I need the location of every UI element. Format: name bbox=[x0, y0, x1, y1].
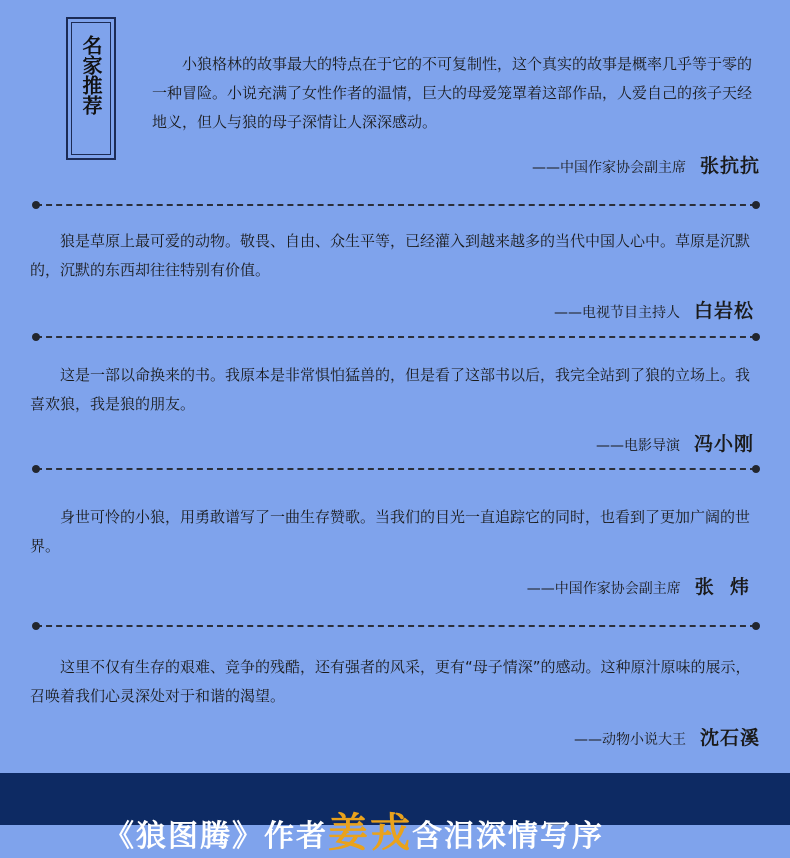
recommender-name: 张抗抗 bbox=[699, 155, 760, 177]
section-divider bbox=[32, 622, 760, 630]
section-title-box bbox=[66, 17, 116, 160]
section-divider bbox=[32, 465, 760, 473]
recommender-name: 张 炜 bbox=[694, 576, 750, 598]
section-title: 名家推荐 bbox=[79, 35, 103, 115]
banner-suffix: 含泪深情写序 bbox=[412, 819, 604, 854]
recommendation-attribution bbox=[532, 151, 760, 178]
recommender-role: ——动物小说大王 bbox=[573, 732, 686, 748]
recommender-role: ——中国作家协会副主席 bbox=[526, 581, 681, 597]
recommendation-attribution bbox=[554, 296, 754, 323]
recommendation-text: 身世可怜的小狼，用勇敢谱写了一曲生存赞歌。当我们的目光一直追踪它的同时，也看到了更加广阔的世界。 bbox=[30, 508, 751, 555]
recommender-role: ——电视节目主持人 bbox=[553, 305, 680, 321]
banner-author-highlight: 姜戎 bbox=[328, 809, 412, 856]
recommender-role: ——电影导演 bbox=[595, 438, 680, 454]
section-divider bbox=[32, 201, 760, 209]
banner-prefix: 《狼图腾》作者 bbox=[104, 819, 328, 854]
section-divider bbox=[32, 333, 760, 341]
recommendation-attribution bbox=[574, 723, 760, 750]
bottom-banner bbox=[0, 773, 790, 856]
recommender-role: ——中国作家协会副主席 bbox=[531, 160, 686, 176]
recommendation-text: 这里不仅有生存的艰难、竞争的残酷，还有强者的风采，更有“母子情深”的感动。这种原汁原味的展示，召唤着我们心灵深处对于和谐的渴望。 bbox=[30, 658, 751, 705]
banner-headline bbox=[104, 801, 604, 858]
recommendation-text: 小狼格林的故事最大的特点在于它的不可复制性，这个真实的故事是概率几乎等于零的一种冒险。小说充满了女性作者的温情，巨大的母爱笼罩着这部作品，人爱自己的孩子天经地义，但人与狼的母子深情让人深深感动。 bbox=[152, 55, 753, 131]
recommender-name: 沈石溪 bbox=[699, 727, 760, 749]
recommendation-attribution bbox=[596, 429, 754, 456]
recommendation-attribution bbox=[527, 572, 750, 599]
recommendation-text: 狼是草原上最可爱的动物。敬畏、自由、众生平等，已经灌入到越来越多的当代中国人心中。草原是沉默的，沉默的东西却往往特别有价值。 bbox=[30, 232, 751, 279]
recommender-name: 白岩松 bbox=[693, 300, 754, 322]
recommendation-text: 这是一部以命换来的书。我原本是非常惧怕猛兽的，但是看了这部书以后，我完全站到了狼的立场上。我喜欢狼，我是狼的朋友。 bbox=[30, 366, 751, 413]
recommender-name: 冯小刚 bbox=[693, 433, 754, 455]
